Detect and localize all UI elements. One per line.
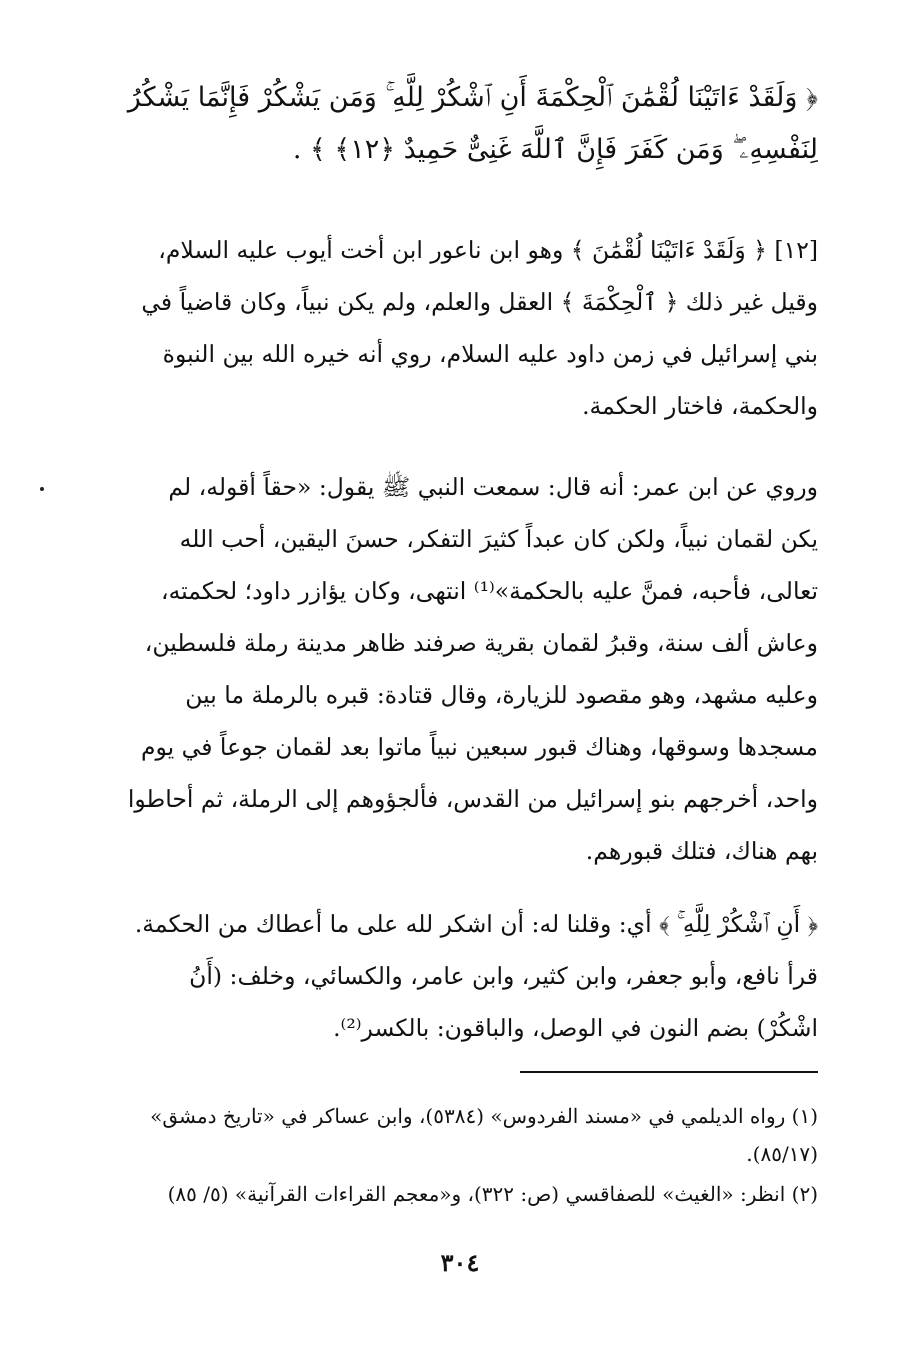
footnotes (108, 1097, 818, 1213)
commentary-paragraph (108, 898, 818, 1054)
footnote-line: (٨٥/١٧). (746, 1142, 818, 1166)
paragraph-line: بني إسرائيل في زمن داود عليه السلام، روي أنه خيره الله بين النبوة (162, 340, 818, 368)
paragraph-line: يكن لقمان نبياً، ولكن كان عبداً كثيرَ التفكر، حسنَ اليقين، أحب الله (179, 525, 818, 553)
paragraph-line: وعاش ألف سنة، وقبرُ لقمان بقرية صرفند ظاهر مدينة رملة فلسطين، (144, 629, 818, 657)
paragraph-line: تعالى، فأحبه، فمنَّ عليه بالحكمة»⁽¹⁾ انتهى، وكان يؤازر داود؛ لحكمته، (160, 577, 818, 605)
footnote-line: (١) رواه الديلمي في «مسند الفردوس» (٥٣٨٤)، وابن عساكر في «تاريخ دمشق» (150, 1104, 818, 1128)
paragraph-line: قرأ نافع، وأبو جعفر، وابن كثير، وابن عامر، والكسائي، وخلف: (أَنُ (189, 962, 818, 990)
footnote-line: (٢) انظر: «الغيث» للصفاقسي (ص: ٣٢٢)، و«معجم القراءات القرآنية» (٥/ ٨٥) (167, 1182, 818, 1206)
paragraph-line: اشْكُرْ) بضم النون في الوصل، والباقون: بالكسر⁽²⁾. (333, 1014, 818, 1042)
paragraph-line: وروي عن ابن عمر: أنه قال: سمعت النبي ﷺ يقول: «حقاً أقوله، لم (168, 473, 818, 501)
paragraph-line: وعليه مشهد، وهو مقصود للزيارة، وقال قتادة: قبره بالرملة ما بين (185, 681, 818, 709)
verse-line: لِنَفْسِهِۦ ۖ وَمَن كَفَرَ فَإِنَّ ٱللَّهَ غَنِىٌّ حَمِيدٌ ﴿١٢﴾ ﴾ . (292, 134, 818, 165)
commentary-paragraph (108, 461, 818, 877)
paragraph-line: ﴿ أَنِ ٱشْكُرْ لِلَّهِ ۚ ﴾ أي: وقلنا له: أن اشكر لله على ما أعطاك من الحكمة. (134, 910, 818, 938)
paragraph-line: [١٢] ﴿ وَلَقَدْ ءَاتَيْنَا لُقْمَٰنَ ﴾ وهو ابن ناعور ابن أخت أيوب عليه السلام، (158, 236, 818, 264)
paragraph-line: واحد، أخرجهم بنو إسرائيل من القدس، فألجؤوهم إلى الرملة، ثم أحاطوا (127, 785, 818, 813)
paragraph-line: والحكمة، فاختار الحكمة. (582, 392, 818, 420)
paragraph-line: وقيل غير ذلك ﴿ ٱلْحِكْمَةَ ﴾ العقل والعلم، ولم يكن نبياً، وكان قاضياً في (141, 288, 818, 316)
verse-line: ﴿ وَلَقَدْ ءَاتَيْنَا لُقْمَٰنَ ٱلْحِكْمَةَ أَنِ ٱشْكُرْ لِلَّهِ ۚ وَمَن يَشْكُرْ فَإِنَّمَا يَشْكُرُ (127, 82, 818, 113)
footnote-separator (520, 1071, 818, 1073)
scan-speck (40, 487, 44, 491)
quran-verse (108, 72, 818, 176)
commentary-paragraph (108, 224, 818, 432)
paragraph-line: مسجدها وسوقها، وهناك قبور سبعين نبياً ماتوا بعد لقمان جوعاً في يوم (140, 733, 818, 761)
page-number: ٣٠٤ (440, 1248, 480, 1277)
paragraph-line: بهم هناك، فتلك قبورهم. (585, 837, 818, 865)
